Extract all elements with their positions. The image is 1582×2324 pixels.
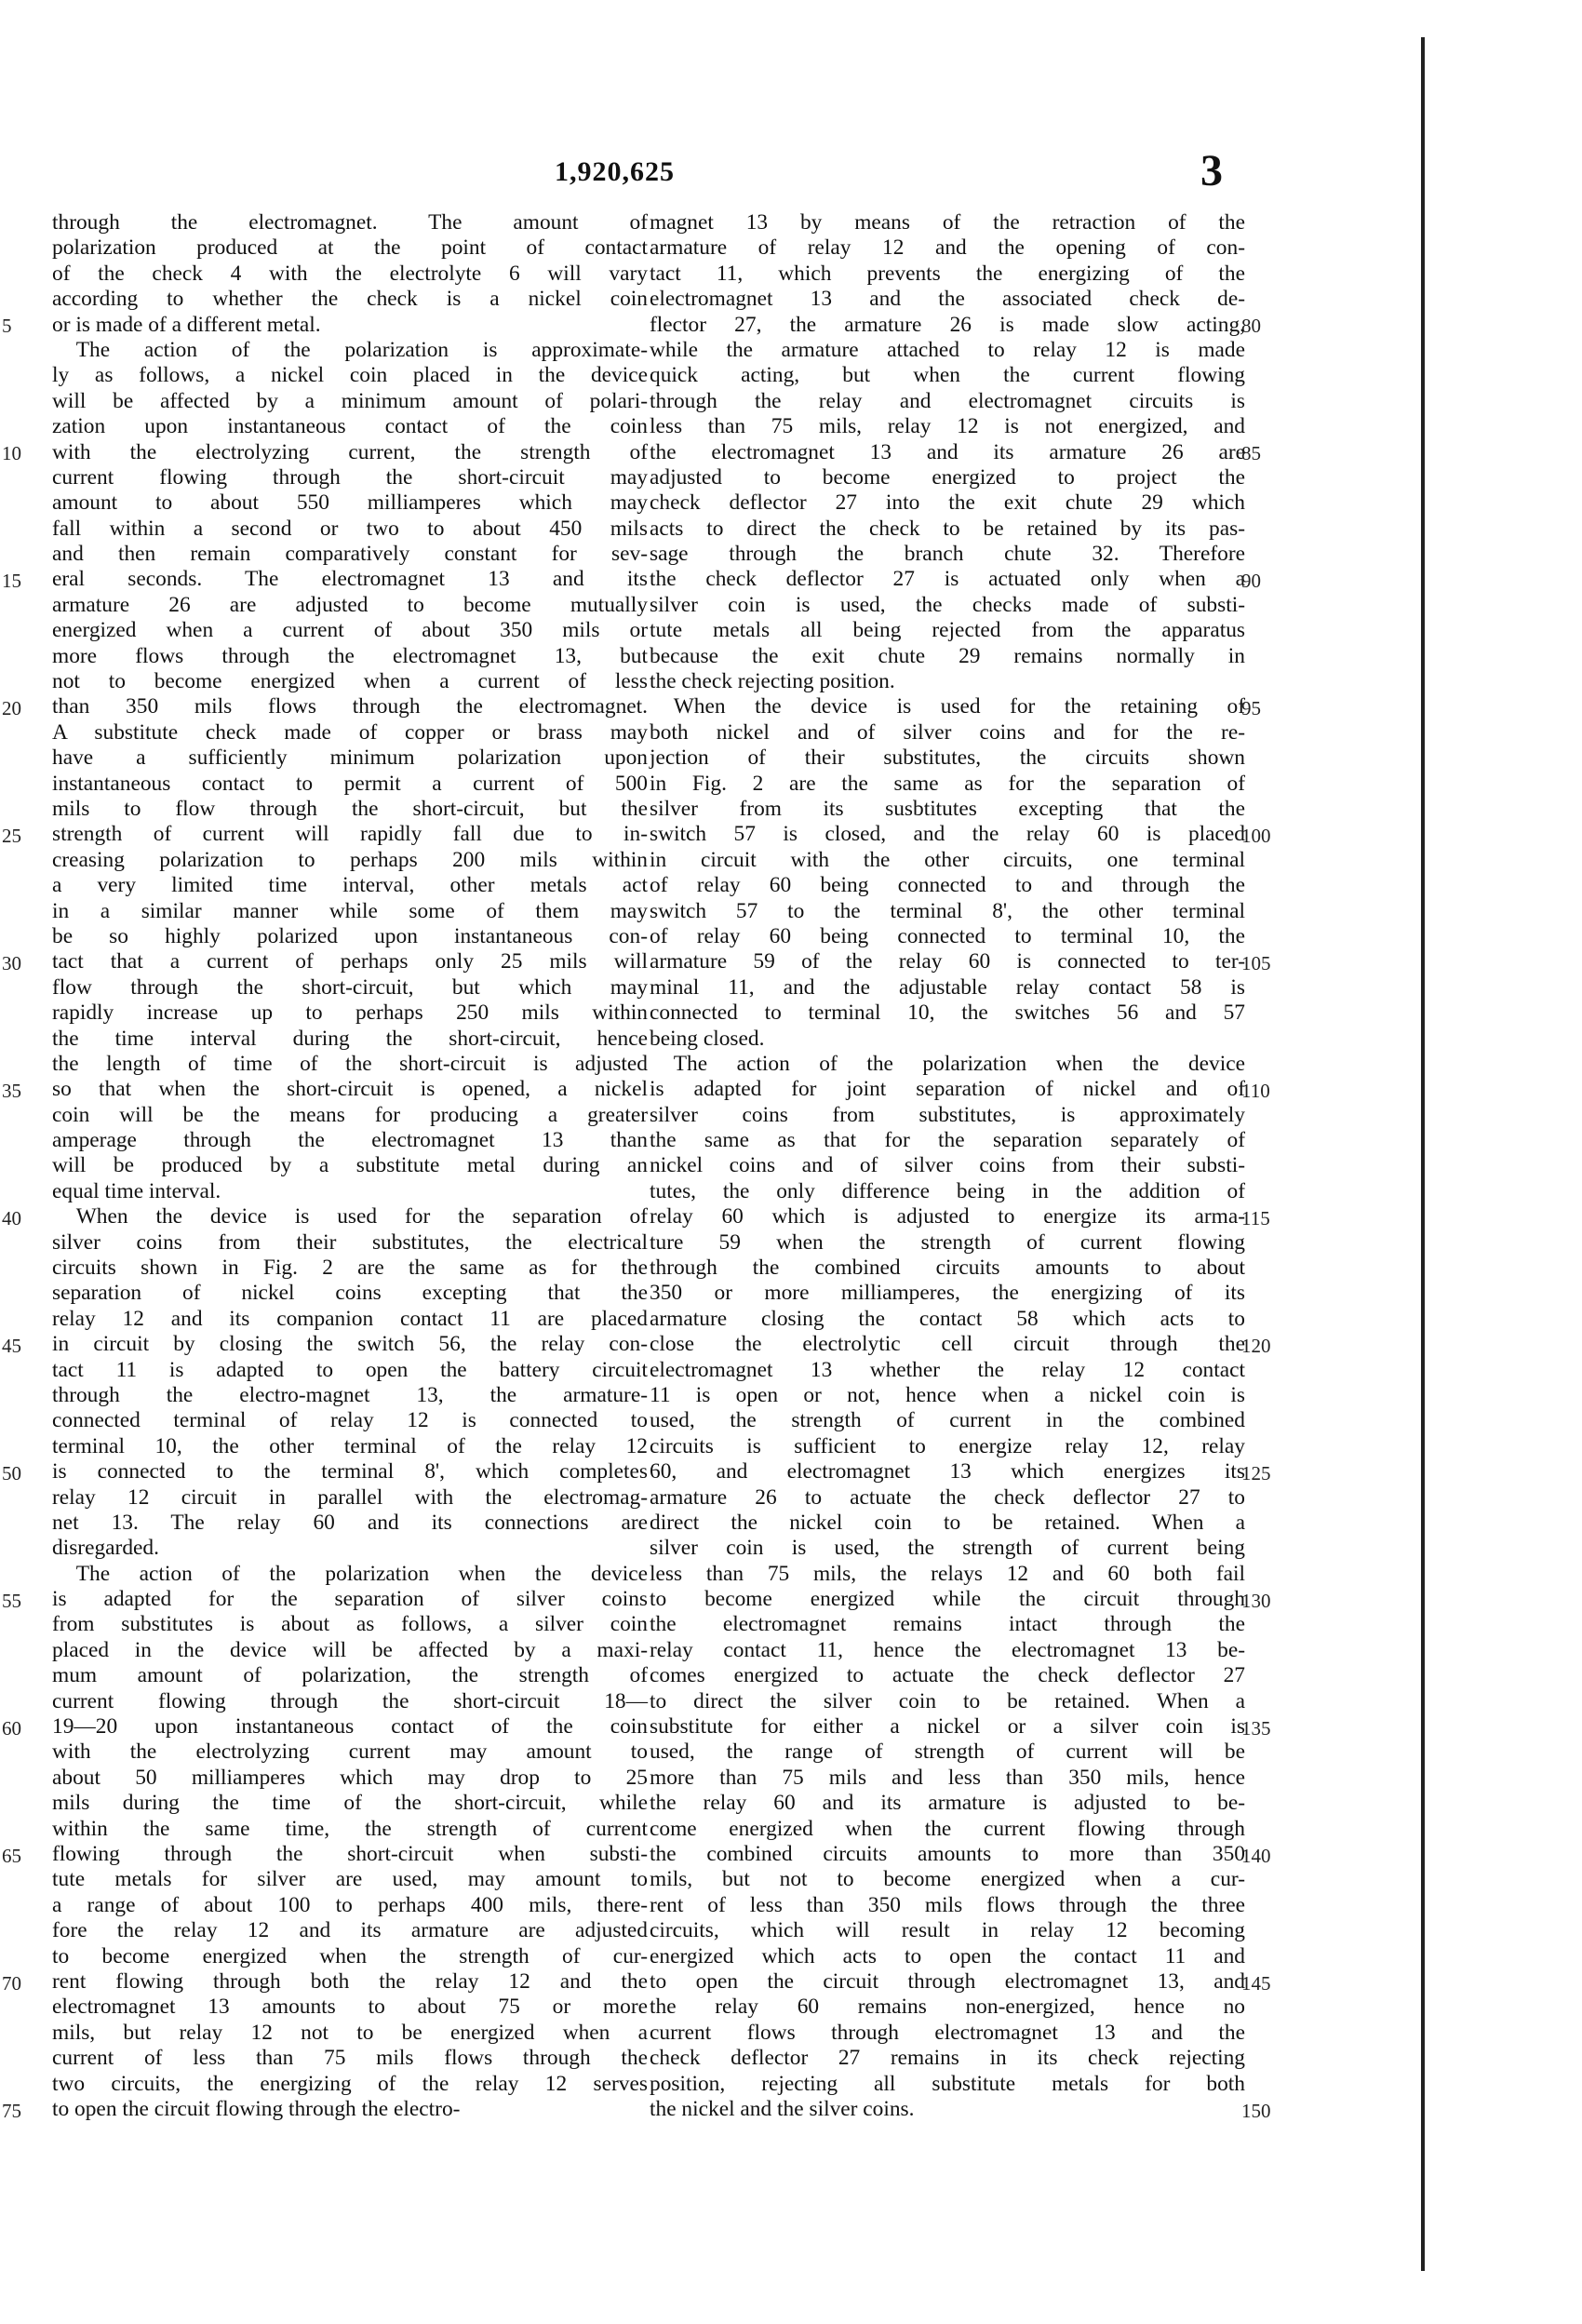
margin-line-number: 30 [2, 951, 21, 974]
text-line: of relay 60 being connected to terminal 10, the [650, 923, 1245, 948]
paragraph [52, 1204, 648, 1561]
text-line: circuits shown in Fig. 2 are the same as for the [52, 1256, 648, 1281]
text-line: so that when the short-circuit is opened, a nickel [52, 1077, 648, 1102]
margin-line-number: 135 [1241, 1716, 1271, 1740]
margin-line-number: 95 [1241, 696, 1261, 719]
text-line: fall within a second or two to about 450 mils [52, 516, 648, 541]
text-line: is adapted for joint separation of nickel and of [650, 1077, 1245, 1102]
text-line: according to whether the check is a nickel coin [52, 287, 648, 312]
paragraph [650, 210, 1245, 694]
text-line: more flows through the electromagnet 13, but [52, 643, 648, 668]
text-line: The action of the polarization when the device [75, 1561, 648, 1586]
text-line: equal time interval. [52, 1178, 221, 1203]
text-line: armature 26 are adjusted to become mutually [52, 592, 648, 617]
margin-line-number: 25 [2, 824, 21, 847]
text-line: 60, and electromagnet 13 which energizes its [650, 1459, 1245, 1484]
text-line: through the combined circuits amounts to about [650, 1256, 1245, 1281]
text-line: eral seconds. The electromagnet 13 and its [52, 567, 648, 592]
text-line: net 13. The relay 60 and its connections are [52, 1510, 648, 1535]
margin-line-number: 5 [2, 314, 12, 337]
text-line: placed in the device will be affected by a maxi- [52, 1637, 648, 1662]
text-line: less than 75 mils, the relays 12 and 60 both fail [650, 1561, 1245, 1586]
text-line: two circuits, the energizing of the relay 12 serves [52, 2071, 648, 2096]
text-line: tact 11 is adapted to open the battery circuit [52, 1357, 648, 1382]
text-line: being closed. [650, 1026, 765, 1051]
text-line: less than 75 mils, relay 12 is not energized, and [650, 414, 1245, 439]
margin-line-number: 110 [1241, 1079, 1270, 1102]
margin-line-number: 60 [2, 1716, 21, 1740]
text-line: check deflector 27 remains in its check rejecting [650, 2046, 1245, 2071]
text-line: through the relay and electromagnet circuits is [650, 388, 1245, 413]
text-line: A substitute check made of copper or brass may [52, 719, 648, 745]
text-line: armature 26 to actuate the check deflector 27 to [650, 1484, 1245, 1510]
page-number: 3 [1200, 146, 1223, 195]
text-line: switch 57 is closed, and the relay 60 is placed [650, 822, 1245, 847]
paragraph [52, 1562, 648, 2123]
text-line: the electromagnet 13 and its armature 26 are [650, 439, 1245, 464]
text-line: nickel coins and of silver coins from their substi- [650, 1153, 1245, 1178]
text-line: the time interval during the short-circuit, hence [52, 1026, 648, 1051]
text-line: of relay 60 being connected to and through the [650, 873, 1245, 898]
text-line: tact 11, which prevents the energizing of the [650, 261, 1245, 286]
text-line: within the same time, the strength of current [52, 1816, 648, 1841]
paragraph [650, 1052, 1245, 2122]
text-line: zation upon instantaneous contact of the coin [52, 414, 648, 439]
margin-line-number: 40 [2, 1206, 21, 1229]
text-line: a range of about 100 to perhaps 400 mils, there- [52, 1892, 648, 1917]
text-line: and then remain comparatively constant for sev- [52, 542, 648, 567]
margin-line-number: 105 [1241, 951, 1271, 974]
text-line: be so highly polarized upon instantaneous con- [52, 923, 648, 948]
margin-line-number: 20 [2, 696, 21, 719]
text-line: jection of their substitutes, the circuits shown [650, 746, 1245, 771]
margin-line-number: 90 [1241, 569, 1261, 592]
text-line: creasing polarization to perhaps 200 mils within [52, 847, 648, 872]
text-line: close the electrolytic cell circuit through the [650, 1332, 1245, 1357]
margin-line-number: 55 [2, 1589, 21, 1612]
text-line: the electromagnet remains intact through the [650, 1612, 1245, 1637]
text-line: terminal 10, the other terminal of the relay 12 [52, 1433, 648, 1458]
paragraph [52, 210, 648, 338]
text-line: silver coin is used, the checks made of substi- [650, 592, 1245, 617]
text-line: flector 27, the armature 26 is made slow acting, [650, 312, 1245, 337]
text-line: flowing through the short-circuit when substi- [52, 1842, 648, 1866]
text-line: silver coins from substitutes, is approximately [650, 1102, 1245, 1127]
text-line: silver coin is used, the strength of current being [650, 1536, 1245, 1561]
text-line: the length of time of the short-circuit is adjusted [52, 1051, 648, 1076]
margin-line-number: 75 [2, 2099, 21, 2122]
text-line: not to become energized when a current of less [52, 669, 648, 694]
text-line: in circuit by closing the switch 56, the relay con- [52, 1332, 648, 1357]
text-line: in circuit with the other circuits, one terminal [650, 847, 1245, 872]
text-line: relay 60 which is adjusted to energize its arma- [650, 1204, 1245, 1229]
text-line: the nickel and the silver coins. [650, 2096, 915, 2121]
text-line: amount to about 550 milliamperes which may [52, 490, 648, 516]
text-line: ture 59 when the strength of current flowing [650, 1229, 1245, 1255]
text-line: When the device is used for the separation of [75, 1204, 648, 1229]
text-line: acts to direct the check to be retained by its pas- [650, 516, 1245, 541]
text-line: silver from its susbtitutes excepting that the [650, 796, 1245, 821]
text-line: tute metals all being rejected from the apparatus [650, 618, 1245, 643]
paragraph [52, 338, 648, 1204]
text-line: relay 12 circuit in parallel with the electromag- [52, 1484, 648, 1510]
text-line: electromagnet 13 whether the relay 12 contact [650, 1357, 1245, 1382]
text-line: sage through the branch chute 32. Therefore [650, 542, 1245, 567]
margin-line-number: 100 [1241, 824, 1271, 847]
text-line: comes energized to actuate the check deflector 27 [650, 1663, 1245, 1688]
text-line: will be produced by a substitute metal during an [52, 1153, 648, 1178]
margin-line-number: 125 [1241, 1461, 1271, 1484]
text-line: through the electromagnet. The amount of [52, 210, 648, 235]
text-line: mils, but not to become energized when a cur- [650, 1867, 1245, 1892]
text-line: electromagnet 13 amounts to about 75 or more [52, 1995, 648, 2020]
text-line: relay 12 and its companion contact 11 are placed [52, 1306, 648, 1331]
text-line: than 350 mils flows through the electromagnet. [52, 694, 648, 719]
text-line: come energized when the current flowing through [650, 1816, 1245, 1841]
text-line: armature closing the contact 58 which acts to [650, 1306, 1245, 1331]
text-line: have a sufficiently minimum polarization upon [52, 746, 648, 771]
text-line: amperage through the electromagnet 13 than [52, 1128, 648, 1153]
patent-number: 1,920,625 [555, 156, 675, 187]
text-line: The action of the polarization when the device [673, 1051, 1245, 1076]
text-line: the check deflector 27 is actuated only when a [650, 567, 1245, 592]
text-line: will be affected by a minimum amount of polari- [52, 388, 648, 413]
text-line: the relay 60 remains non-energized, hence no [650, 1995, 1245, 2020]
text-line: current flows through electromagnet 13 and the [650, 2020, 1245, 2045]
right-margin-rule [1421, 37, 1425, 2271]
text-line: of the check 4 with the electrolyte 6 will vary [52, 261, 648, 286]
text-line: the same as that for the separation separately of [650, 1128, 1245, 1153]
text-line: instantaneous contact to permit a current of 500 [52, 771, 648, 796]
text-line: the relay 60 and its armature is adjusted to be- [650, 1791, 1245, 1816]
text-line: from substitutes is about as follows, a silver coin [52, 1612, 648, 1637]
margin-line-number: 85 [1241, 441, 1261, 464]
text-line: is adapted for the separation of silver coins [52, 1587, 648, 1612]
text-line: in Fig. 2 are the same as for the separation of [650, 771, 1245, 796]
text-line: energized when a current of about 350 mils or [52, 618, 648, 643]
margin-line-number: 130 [1241, 1589, 1271, 1612]
text-line: ly as follows, a nickel coin placed in the device [52, 363, 648, 388]
margin-line-number: 35 [2, 1079, 21, 1102]
text-line: minal 11, and the adjustable relay contact 58 is [650, 974, 1245, 1000]
text-line: while the armature attached to relay 12 is made [650, 337, 1245, 362]
text-line: energized which acts to open the contact 11 and [650, 1943, 1245, 1968]
text-line: separation of nickel coins excepting that the [52, 1281, 648, 1306]
text-line: to open the circuit through electromagnet 13, and [650, 1968, 1245, 1994]
text-line: switch 57 to the terminal 8', the other terminal [650, 898, 1245, 923]
text-line: tutes, the only difference being in the addition of [650, 1178, 1245, 1203]
text-line: current flowing through the short-circuit may [52, 464, 648, 490]
margin-line-number: 70 [2, 1971, 21, 1995]
margin-line-number: 50 [2, 1461, 21, 1484]
text-line: to direct the silver coin to be retained. When a [650, 1688, 1245, 1713]
text-line: magnet 13 by means of the retraction of the [650, 210, 1245, 235]
text-line: rent flowing through both the relay 12 and the [52, 1968, 648, 1994]
text-line: mils during the time of the short-circuit, while [52, 1791, 648, 1816]
text-line: a very limited time interval, other metals act [52, 873, 648, 898]
text-line: When the device is used for the retaining of [673, 694, 1245, 719]
text-line: with the electrolyzing current, the strength of [52, 439, 648, 464]
text-line: coin will be the means for producing a greater [52, 1102, 648, 1127]
text-line: connected to terminal 10, the switches 56 and 57 [650, 1001, 1245, 1026]
text-line: used, the strength of current in the combined [650, 1408, 1245, 1433]
text-line: in a similar manner while some of them may [52, 898, 648, 923]
text-line: current of less than 75 mils flows through the [52, 2046, 648, 2071]
text-line: to become energized when the strength of cur- [52, 1943, 648, 1968]
text-line: relay contact 11, hence the electromagnet 13 be- [650, 1637, 1245, 1662]
text-line: because the exit chute 29 remains normally in [650, 643, 1245, 668]
text-line: connected terminal of relay 12 is connected to [52, 1408, 648, 1433]
text-line: tute metals for silver are used, may amount to [52, 1867, 648, 1892]
text-line: quick acting, but when the current flowing [650, 363, 1245, 388]
text-line: to become energized while the circuit through [650, 1587, 1245, 1612]
text-line: the combined circuits amounts to more than 350 [650, 1842, 1245, 1866]
text-line: or is made of a different metal. [52, 312, 321, 337]
text-line: silver coins from their substitutes, the electrical [52, 1229, 648, 1255]
text-line: circuits is sufficient to energize relay 12, relay [650, 1433, 1245, 1458]
text-line: flow through the short-circuit, but which may [52, 974, 648, 1000]
margin-line-number: 115 [1241, 1206, 1270, 1229]
text-line: tact that a current of perhaps only 25 mils will [52, 949, 648, 974]
text-line: more than 75 mils and less than 350 mils, hence [650, 1765, 1245, 1790]
text-line: position, rejecting all substitute metals for both [650, 2071, 1245, 2096]
text-line: rent of less than 350 mils flows through the three [650, 1892, 1245, 1917]
text-line: mils to flow through the short-circuit, but the [52, 796, 648, 821]
text-line: substitute for either a nickel or a silver coin is [650, 1714, 1245, 1740]
text-line: 350 or more milliamperes, the energizing of its [650, 1281, 1245, 1306]
text-line: to open the circuit flowing through the electro- [52, 2096, 461, 2121]
margin-line-number: 65 [2, 1844, 21, 1867]
text-line: mils, but relay 12 not to be energized when a [52, 2020, 648, 2045]
text-line: about 50 milliamperes which may drop to 25 [52, 1765, 648, 1790]
text-line: 19—20 upon instantaneous contact of the coin [52, 1714, 648, 1740]
text-line: is connected to the terminal 8', which completes [52, 1459, 648, 1484]
text-line: direct the nickel coin to be retained. When a [650, 1510, 1245, 1535]
text-line: through the electro-magnet 13, the armature- [52, 1382, 648, 1407]
margin-line-number: 145 [1241, 1971, 1271, 1995]
text-line: strength of current will rapidly fall due to in- [52, 822, 648, 847]
text-line: adjusted to become energized to project the [650, 464, 1245, 490]
text-line: armature of relay 12 and the opening of con- [650, 235, 1245, 261]
margin-line-number: 45 [2, 1334, 21, 1357]
text-line: with the electrolyzing current may amount to [52, 1740, 648, 1765]
text-line: circuits, which will result in relay 12 becoming [650, 1918, 1245, 1943]
text-line: used, the range of strength of current will be [650, 1740, 1245, 1765]
margin-line-number: 80 [1241, 314, 1261, 337]
text-line: both nickel and of silver coins and for the re- [650, 719, 1245, 745]
text-line: 11 is open or not, hence when a nickel coin is [650, 1382, 1245, 1407]
text-line: mum amount of polarization, the strength of [52, 1663, 648, 1688]
margin-line-number: 140 [1241, 1844, 1271, 1867]
text-line: armature 59 of the relay 60 is connected to ter- [650, 949, 1245, 974]
text-line: electromagnet 13 and the associated check de- [650, 287, 1245, 312]
paragraph [650, 694, 1245, 1051]
margin-line-number: 15 [2, 569, 21, 592]
margin-line-number: 10 [2, 441, 21, 464]
text-line: check deflector 27 into the exit chute 29 which [650, 490, 1245, 516]
text-line: rapidly increase up to perhaps 250 mils within [52, 1001, 648, 1026]
text-line: The action of the polarization is approximate- [75, 337, 648, 362]
margin-line-number: 120 [1241, 1334, 1271, 1357]
text-line: the check rejecting position. [650, 669, 895, 694]
margin-line-number: 150 [1241, 2099, 1271, 2122]
text-line: polarization produced at the point of contact [52, 235, 648, 261]
text-line: disregarded. [52, 1536, 159, 1561]
right-text-column [650, 210, 1245, 2122]
left-text-column [52, 210, 648, 2122]
text-line: fore the relay 12 and its armature are adjusted [52, 1918, 648, 1943]
text-line: current flowing through the short-circuit 18— [52, 1688, 648, 1713]
